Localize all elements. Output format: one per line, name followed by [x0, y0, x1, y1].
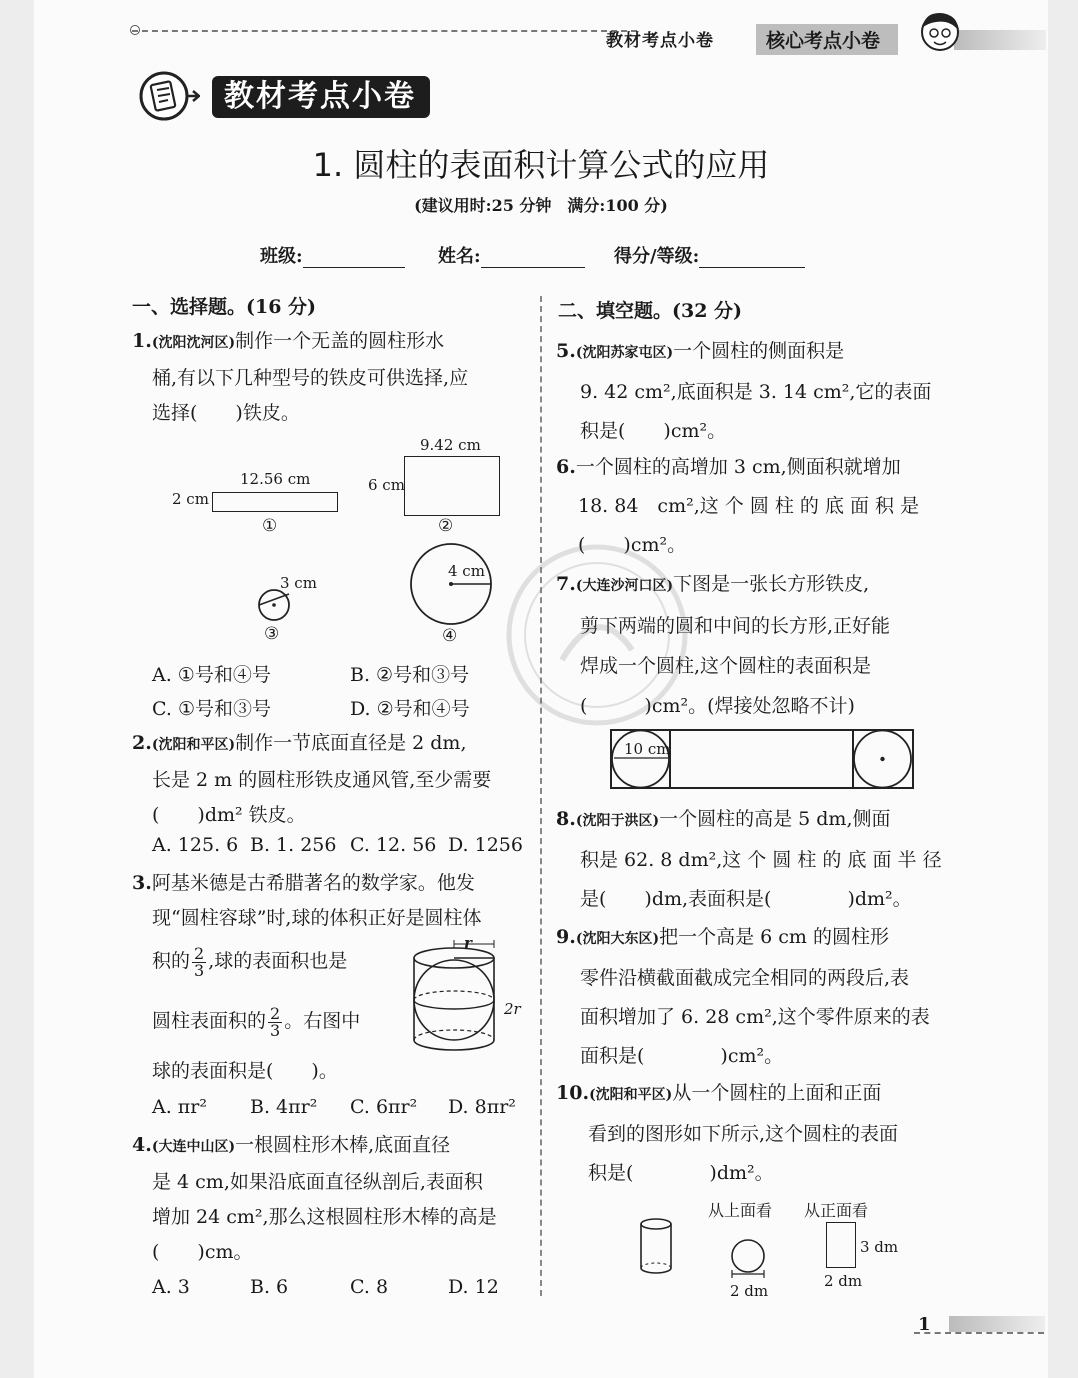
- q9-line1: 把一个高是 6 cm 的圆柱形: [659, 926, 889, 948]
- q3-line1: 阿基米德是古希腊著名的数学家。他发: [151, 872, 475, 894]
- q10-front-view-label: 从正面看: [804, 1201, 869, 1220]
- q7-iron-sheet-figure: [610, 728, 916, 790]
- q3-number: 3.: [132, 872, 152, 894]
- question-5: [556, 332, 956, 451]
- q7-line1: 下图是一张长方形铁皮,: [673, 573, 870, 595]
- q9-number: 9.: [556, 926, 576, 948]
- q10-front-view-height: 3 dm: [860, 1238, 899, 1256]
- q10-top-view-circle: [728, 1236, 768, 1284]
- q5-source: (沈阳苏家屯区): [575, 345, 674, 361]
- q2-number: 2.: [132, 732, 152, 754]
- q7-fig-label: 10 cm: [624, 740, 671, 758]
- q4-option-b[interactable]: B. 6: [250, 1276, 289, 1298]
- rect2-shape: [404, 456, 500, 516]
- page-number-gradient: [949, 1316, 1045, 1332]
- rect1-number: ①: [262, 516, 278, 536]
- q4-number: 4.: [132, 1134, 152, 1156]
- column-divider: [540, 296, 542, 1296]
- q8-source: (沈阳于洪区): [575, 813, 660, 829]
- q1-option-a[interactable]: A. ①号和④号: [152, 664, 271, 686]
- class-blank[interactable]: [303, 249, 405, 268]
- q4-line1: 一根圆柱形木棒,底面直径: [235, 1134, 451, 1156]
- q2-option-d[interactable]: D. 1256: [448, 834, 523, 856]
- q7-source: (大连沙河口区): [575, 578, 674, 594]
- score-blank[interactable]: [699, 249, 805, 268]
- page-number: 1: [918, 1314, 931, 1335]
- score-field[interactable]: [614, 242, 805, 268]
- circle4-label: 4 cm: [448, 562, 485, 580]
- q10-top-view-label: 从上面看: [708, 1201, 773, 1220]
- q10-line1: 从一个圆柱的上面和正面: [672, 1082, 882, 1104]
- q9-line4: 面积是( )cm²。: [580, 1045, 784, 1067]
- q10-number: 10.: [556, 1082, 590, 1104]
- score-label: 得分/等级:: [614, 246, 700, 267]
- question-9: [556, 918, 956, 1076]
- class-field[interactable]: [260, 242, 405, 268]
- test-paper-icon: [138, 70, 200, 122]
- q10-top-view-dim: 2 dm: [730, 1282, 769, 1300]
- q3-line4: [152, 1004, 360, 1039]
- q5-line1: 一个圆柱的侧面积是: [673, 340, 845, 362]
- q6-line3: ( )cm²。: [578, 534, 687, 556]
- name-blank[interactable]: [481, 249, 585, 268]
- header-dashed-line: [132, 30, 637, 32]
- q6-number: 6.: [556, 456, 576, 478]
- q2-option-b[interactable]: B. 1. 256: [250, 834, 337, 856]
- q6-line2: 18. 84 cm²,这 个 圆 柱 的 底 面 积 是: [578, 495, 920, 517]
- rect1-width-label: 12.56 cm: [240, 470, 311, 488]
- q1-source: (沈阳沈河区): [151, 335, 236, 351]
- q4-source: (大连中山区): [151, 1139, 236, 1155]
- question-8: [556, 800, 956, 919]
- q3-line4-a: 圆柱表面积的: [152, 1010, 267, 1032]
- q3-option-a[interactable]: A. πr²: [152, 1096, 207, 1118]
- q3-option-d[interactable]: D. 8πr²: [448, 1096, 516, 1118]
- question-4: [132, 1128, 532, 1270]
- watermark-stamp-icon: [502, 540, 692, 730]
- q10-source: (沈阳和平区): [589, 1087, 673, 1103]
- question-3: [132, 866, 532, 936]
- q3-line3-a: 积的: [152, 950, 191, 972]
- q1-number: 1.: [132, 330, 152, 352]
- q1-line1: 制作一个无盖的圆柱形水: [235, 330, 445, 352]
- rect2-width-label: 9.42 cm: [420, 436, 481, 454]
- q5-line3: 积是( )cm²。: [580, 420, 727, 442]
- q6-line1: 一个圆柱的高增加 3 cm,侧面积就增加: [575, 456, 901, 478]
- q3-line5: 球的表面积是( )。: [152, 1060, 338, 1082]
- q4-line4: ( )cm。: [152, 1241, 253, 1263]
- rect1-shape: [212, 492, 338, 512]
- header-tab-main: 核心考点小卷: [756, 24, 898, 55]
- q10-front-view-width: 2 dm: [824, 1272, 863, 1290]
- time-score-note: (建议用时:25 分钟 满分:100 分): [414, 196, 668, 215]
- q1-line2: 桶,有以下几种型号的铁皮可供选择,应: [152, 367, 469, 389]
- section1-title: 一、选择题。(16 分): [132, 296, 317, 318]
- class-label: 班级:: [260, 246, 303, 267]
- q3-line3-b: ,球的表面积也是: [208, 950, 348, 972]
- q3-fraction-2: $\frac{2}{3}$: [270, 1003, 281, 1040]
- question-1: [132, 324, 532, 431]
- q7-number: 7.: [556, 573, 576, 595]
- q8-number: 8.: [556, 808, 576, 830]
- header-gradient-bar: [954, 30, 1046, 50]
- q3-option-b[interactable]: B. 4πr²: [250, 1096, 318, 1118]
- circle4-number: ④: [442, 626, 458, 646]
- q2-source: (沈阳和平区): [151, 737, 236, 753]
- q8-line3: 是( )dm,表面积是( )dm²。: [580, 888, 912, 910]
- page-number-bar: [914, 1332, 1044, 1334]
- rect2-height-label: 6 cm: [368, 476, 405, 494]
- q3-fraction-1: $\frac{2}{3}$: [194, 943, 205, 980]
- q10-line2: 看到的图形如下所示,这个圆柱的表面: [588, 1123, 899, 1145]
- q3-line4-b: 。右图中: [284, 1010, 361, 1032]
- circle3-number: ③: [264, 624, 280, 644]
- page-title: 1. 圆柱的表面积计算公式的应用: [312, 146, 770, 184]
- q2-line3: ( )dm² 铁皮。: [152, 804, 306, 826]
- q3-option-c[interactable]: C. 6πr²: [350, 1096, 418, 1118]
- q8-line1: 一个圆柱的高是 5 dm,侧面: [659, 808, 891, 830]
- q4-option-a[interactable]: A. 3: [152, 1276, 190, 1298]
- cylinder-sphere-figure: [406, 940, 502, 1058]
- q10-line3: 积是( )dm²。: [588, 1162, 774, 1184]
- q4-option-d[interactable]: D. 12: [448, 1276, 499, 1298]
- q4-line3: 增加 24 cm²,那么这根圆柱形木棒的高是: [152, 1206, 497, 1228]
- q10-cylinder-icon: [638, 1216, 674, 1278]
- q1-option-c[interactable]: C. ①号和③号: [152, 698, 271, 720]
- name-label: 姓名:: [438, 246, 481, 267]
- q3-line3: [152, 944, 347, 979]
- q9-line3: 面积增加了 6. 28 cm²,这个零件原来的表: [580, 1006, 930, 1028]
- q2-line1: 制作一节底面直径是 2 dm,: [235, 732, 467, 754]
- q3-fig-r-label: r: [464, 934, 472, 952]
- question-10: [556, 1074, 956, 1193]
- question-2: [132, 726, 532, 833]
- circle4-shape: [406, 540, 496, 628]
- q10-front-view-rect: [826, 1222, 856, 1268]
- name-field[interactable]: [438, 242, 585, 268]
- q5-line2: 9. 42 cm²,底面积是 3. 14 cm²,它的表面: [580, 381, 932, 403]
- q3-fig-2r-label: 2r: [504, 1000, 521, 1018]
- q1-option-b[interactable]: B. ②号和③号: [350, 664, 470, 686]
- q5-number: 5.: [556, 340, 576, 362]
- q2-line2: 长是 2 m 的圆柱形铁皮通风管,至少需要: [152, 769, 492, 791]
- mascot-icon: [914, 8, 966, 54]
- circle3-label: 3 cm: [280, 574, 317, 592]
- q3-line2: 现“圆柱容球”时,球的体积正好是圆柱体: [152, 907, 482, 929]
- header-tab-small: 教材考点小卷: [606, 31, 714, 51]
- q9-source: (沈阳大东区): [575, 931, 660, 947]
- q1-line3: 选择( )铁皮。: [152, 402, 300, 424]
- rect1-height-label: 2 cm: [172, 490, 209, 508]
- q7-line3: 焊成一个圆柱,这个圆柱的表面积是: [580, 655, 872, 677]
- section-banner: 教材考点小卷: [212, 76, 430, 118]
- q4-line2: 是 4 cm,如果沿底面直径纵剖后,表面积: [152, 1171, 483, 1193]
- q9-line2: 零件沿横截面截成完全相同的两段后,表: [580, 967, 910, 989]
- q4-option-c[interactable]: C. 8: [350, 1276, 389, 1298]
- worksheet-page: [34, 0, 1048, 1378]
- section2-title: 二、填空题。(32 分): [558, 300, 743, 322]
- q2-option-a[interactable]: A. 125. 6: [152, 834, 239, 856]
- q7-line4: ( )cm²。(焊接处忽略不计): [580, 695, 855, 717]
- q7-line2: 剪下两端的圆和中间的长方形,正好能: [580, 615, 891, 637]
- rect2-number: ②: [438, 516, 454, 536]
- q2-option-c[interactable]: C. 12. 56: [350, 834, 437, 856]
- q8-line2: 积是 62. 8 dm²,这 个 圆 柱 的 底 面 半 径: [580, 849, 942, 871]
- q1-option-d[interactable]: D. ②号和④号: [350, 698, 470, 720]
